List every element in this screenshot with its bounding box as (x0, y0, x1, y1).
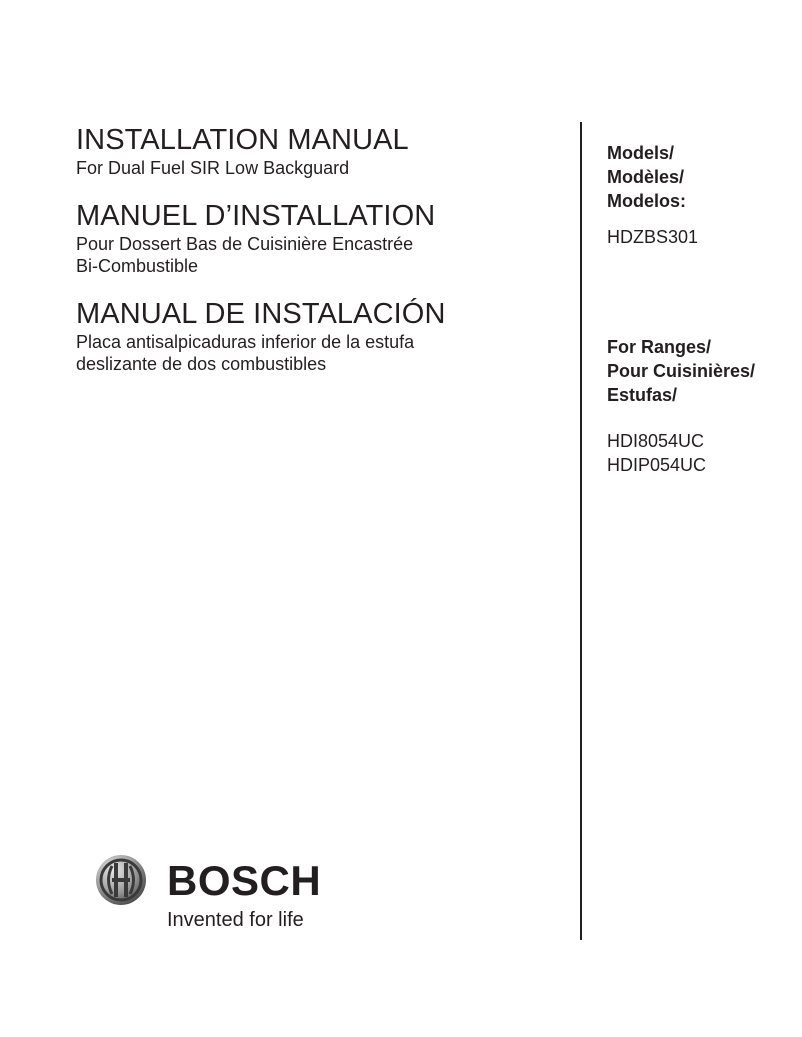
model-number: HDZBS301 (607, 227, 699, 247)
title-es: MANUAL DE INSTALACIÓN (76, 298, 446, 330)
models-block (607, 141, 797, 249)
bosch-logo (95, 852, 335, 934)
subtitle-es-line-2: deslizante de dos combustibles (76, 354, 327, 374)
title-en: INSTALLATION MANUAL (76, 124, 409, 156)
title-fr: MANUEL D’INSTALLATION (76, 200, 436, 232)
models-heading-en: Models/ (607, 143, 675, 163)
title-block-es (76, 298, 566, 375)
subtitle-es-line-1: Placa antisalpicaduras inferior de la estufa (76, 332, 415, 352)
models-heading-fr: Modèles/ (607, 167, 685, 187)
ranges-heading-en: For Ranges/ (607, 337, 712, 357)
ranges-heading-es: Estufas/ (607, 385, 678, 405)
title-block-en (76, 124, 566, 179)
bosch-armature-icon (95, 854, 147, 906)
ranges-block (607, 335, 797, 477)
title-block-fr (76, 200, 566, 277)
models-heading-es: Modelos: (607, 191, 686, 211)
range-model-number: HDIP054UC (607, 455, 707, 475)
subtitle-en-line-1: For Dual Fuel SIR Low Backguard (76, 158, 350, 178)
ranges-list (607, 429, 797, 477)
range-model-number: HDI8054UC (607, 431, 705, 451)
subtitle-fr-line-2: Bi-Combustible (76, 256, 199, 276)
brand-name: BOSCH (167, 857, 322, 904)
vertical-divider (580, 122, 582, 940)
ranges-heading-fr: Pour Cuisinières/ (607, 361, 756, 381)
models-list (607, 225, 797, 249)
subtitle-fr-line-1: Pour Dossert Bas de Cuisinière Encastrée (76, 234, 414, 254)
model-info (607, 141, 797, 477)
manual-titles (76, 124, 566, 375)
brand-tagline: Invented for life (167, 909, 304, 931)
